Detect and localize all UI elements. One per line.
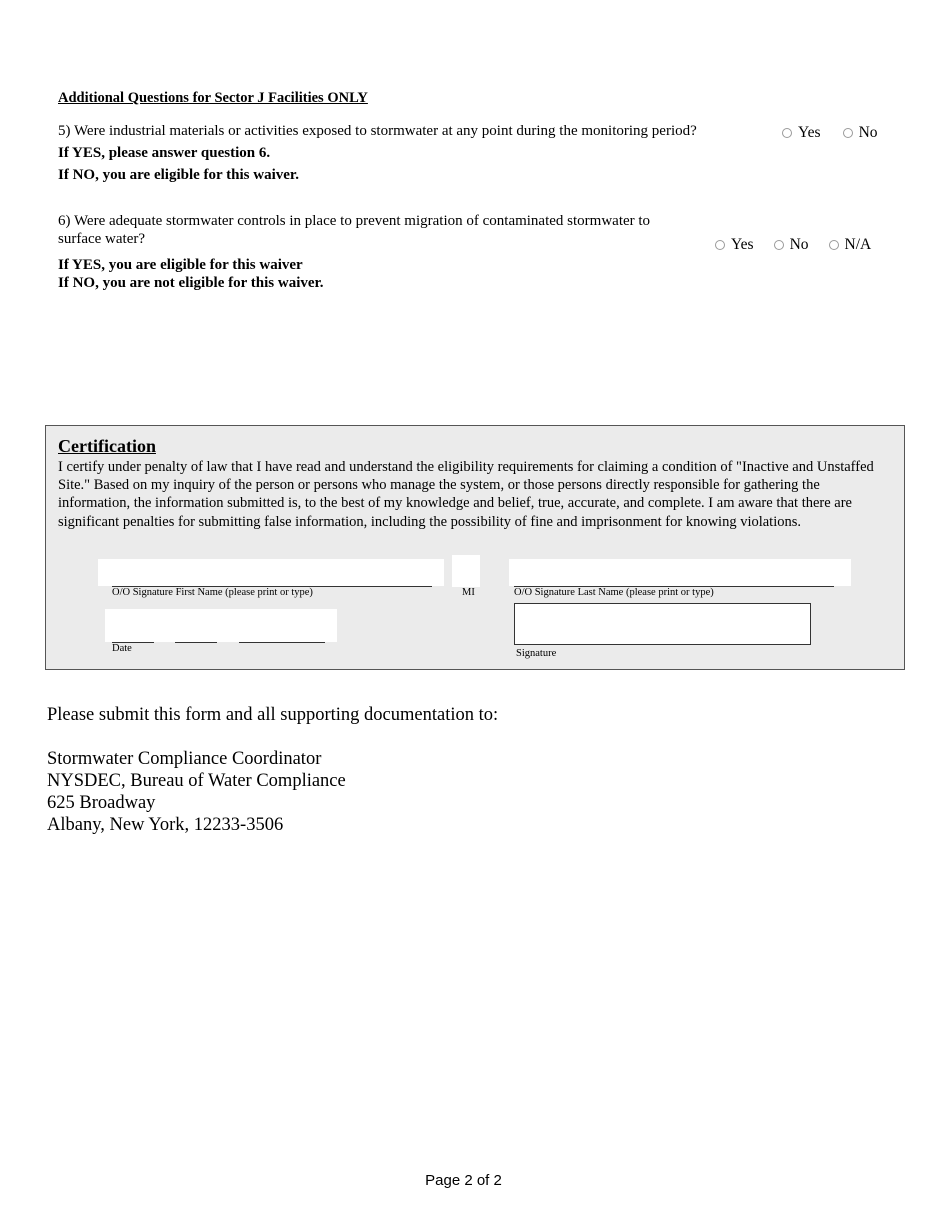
middle-initial-label: MI bbox=[462, 587, 475, 598]
date-day-underline bbox=[175, 642, 217, 643]
question-6-na-label: N/A bbox=[844, 236, 872, 253]
question-6-no-label: No bbox=[789, 236, 809, 253]
question-5-text: 5) Were industrial materials or activities exposed to stormwater at any point during the monitoring period? bbox=[58, 123, 697, 139]
first-name-label: O/O Signature First Name (please print or type) bbox=[112, 587, 313, 598]
radio-button-icon[interactable] bbox=[843, 128, 853, 138]
question-6-yes-option[interactable] bbox=[715, 236, 754, 254]
question-6-note-no: If NO, you are not eligible for this waiver. bbox=[58, 275, 324, 291]
question-6-na-option[interactable] bbox=[829, 236, 872, 254]
question-6-text-line2: surface water? bbox=[58, 231, 146, 247]
radio-button-icon[interactable] bbox=[829, 240, 839, 250]
address-line-1: Stormwater Compliance Coordinator bbox=[47, 749, 322, 769]
radio-button-icon[interactable] bbox=[782, 128, 792, 138]
question-5-note-no: If NO, you are eligible for this waiver. bbox=[58, 167, 299, 183]
certification-title: Certification bbox=[58, 436, 156, 456]
last-name-label: O/O Signature Last Name (please print or type) bbox=[514, 587, 714, 598]
middle-initial-input[interactable] bbox=[452, 555, 480, 587]
question-6-options bbox=[715, 236, 871, 254]
last-name-input[interactable] bbox=[509, 559, 851, 586]
question-6-no-option[interactable] bbox=[774, 236, 809, 254]
first-name-input[interactable] bbox=[98, 559, 444, 586]
signature-box[interactable] bbox=[514, 603, 811, 645]
question-6-text-line1: 6) Were adequate stormwater controls in place to prevent migration of contaminated stormwater to bbox=[58, 213, 651, 229]
question-5-yes-option[interactable] bbox=[782, 124, 821, 142]
address-line-3: 625 Broadway bbox=[47, 793, 156, 813]
question-5-options bbox=[782, 124, 878, 142]
address-line-2: NYSDEC, Bureau of Water Compliance bbox=[47, 771, 346, 791]
address-line-4: Albany, New York, 12233-3506 bbox=[47, 815, 284, 835]
certification-statement: I certify under penalty of law that I have read and understand the eligibility requirements for claiming a condition of "Inactive and Unstaffed Site." Based on my inquiry of the person or persons who manage the system, or those persons directly responsible for gathering the information, the information submitted is, to the best of my knowledge and belief, true, accurate, and complete. I am aware that there are significant penalties for submitting false information, including the possibility of fine and imprisonment for knowing violations. bbox=[58, 459, 874, 530]
question-5-no-option[interactable] bbox=[843, 124, 878, 142]
section-heading: Additional Questions for Sector J Facilities ONLY bbox=[58, 90, 368, 106]
page-number: Page 2 of 2 bbox=[425, 1172, 502, 1189]
question-6-note-yes: If YES, you are eligible for this waiver bbox=[58, 257, 303, 273]
radio-button-icon[interactable] bbox=[715, 240, 725, 250]
signature-label: Signature bbox=[516, 648, 557, 659]
question-5-no-label: No bbox=[858, 124, 878, 141]
radio-button-icon[interactable] bbox=[774, 240, 784, 250]
submission-intro: Please submit this form and all supporting documentation to: bbox=[47, 705, 499, 725]
date-input[interactable] bbox=[105, 609, 337, 642]
question-5-yes-label: Yes bbox=[798, 124, 821, 141]
question-5-note-yes: If YES, please answer question 6. bbox=[58, 145, 271, 161]
question-6-yes-label: Yes bbox=[731, 236, 754, 253]
date-year-underline bbox=[239, 642, 325, 643]
date-label: Date bbox=[112, 643, 132, 654]
